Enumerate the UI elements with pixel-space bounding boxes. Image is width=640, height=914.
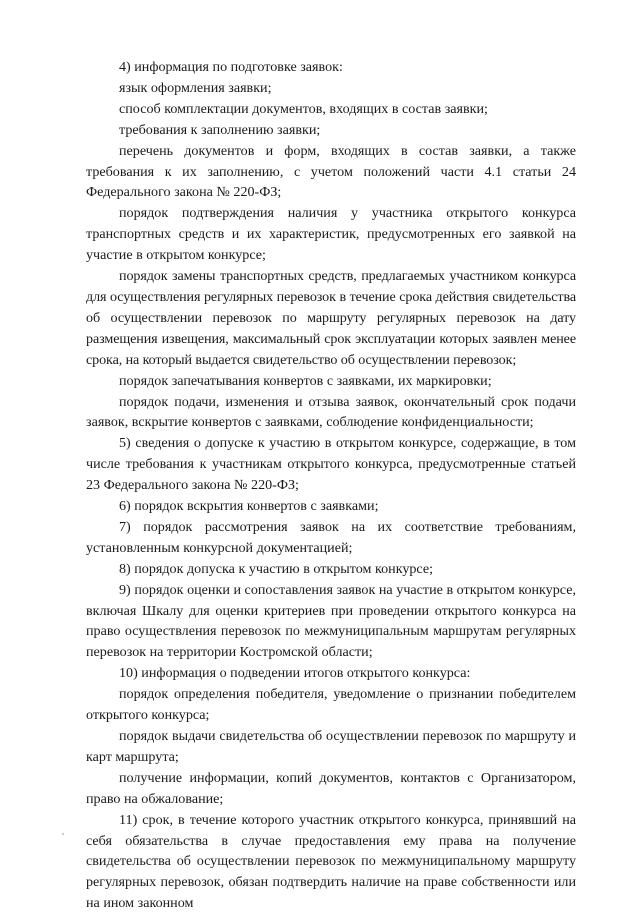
paragraph-item-7-review: 7) порядок рассмотрения заявок на их соответствие требованиям, установленным конкурсной документацией;: [86, 518, 576, 556]
paragraph-item-8-admission: 8) порядок допуска к участию в открытом конкурсе;: [119, 560, 434, 577]
paragraph-information-appeal: получение информации, копий документов, контактов с Организатором, право на обжалование;: [86, 769, 576, 807]
paragraph-item-6-opening: 6) порядок вскрытия конвертов с заявками;: [119, 498, 379, 515]
paragraph-vehicle-replacement: порядок замены транспортных средств, предлагаемых участником конкурса для осуществления регулярных перевозок в течение срока действия свидетельства об осуществлении перевозок по маршруту регулярных перевозок на дату размещения извещения, максимальный срок эксплуатации которых заявлен менее срока, на который выдается свидетельство об осуществлении перевозок;: [86, 268, 576, 368]
paragraph-item-5-admission-info: 5) сведения о допуске к участию в открытом конкурсе, содержащие, в том числе требования к участникам открытого конкурса, предусмотренные статьей 23 Федерального закона № 220-ФЗ;: [86, 435, 576, 494]
paragraph-item-11-deadline: 11) срок, в течение которого участник открытого конкурса, принявший на себя обязательства в случае предоставления ему права на получение свидетельства об осуществлении перевозок по межмуниципальному маршруту регулярных перевозок, обязан подтвердить наличие на праве собственности или на ином законном: [86, 811, 576, 912]
paragraph-submission-order: порядок подачи, изменения и отзыва заявок, окончательный срок подачи заявок, вскрытие конвертов с заявками, соблюдение конфиденциальности;: [86, 393, 576, 431]
scan-artifact: [62, 833, 64, 835]
paragraph-winner-determination: порядок определения победителя, уведомление о признании победителем открытого конкурса;: [86, 686, 576, 724]
paragraph-documents-list: перечень документов и форм, входящих в состав заявки, а также требования к их заполнению, с учетом положений части 4.1 статьи 24 Федерального закона № 220-ФЗ;: [86, 142, 576, 201]
paragraph-vehicle-confirmation: порядок подтверждения наличия у участника открытого конкурса транспортных средств и их характеристик, предусмотренных его заявкой на участие в открытом конкурсе;: [86, 205, 576, 264]
paragraph-completion-method: способ комплектации документов, входящих в состав заявки;: [119, 100, 488, 117]
paragraph-certificate-issuance: порядок выдачи свидетельства об осуществлении перевозок по маршруту и карт маршрута;: [86, 728, 576, 765]
paragraph-item-10-results: 10) информация о подведении итогов открытого конкурса:: [119, 665, 471, 682]
paragraph-item-4-heading: 4) информация по подготовке заявок:: [119, 59, 343, 75]
paragraph-envelope-sealing: порядок запечатывания конвертов с заявками, их маркировки;: [119, 372, 492, 389]
document-body: [86, 57, 576, 914]
paragraph-item-9-evaluation: 9) порядок оценки и сопоставления заявок на участие в открытом конкурсе, включая Шкалу для оценки критериев при проведении открытого конкурса на право осуществления перевозок по межмуниципальным маршрутам регулярных перевозок на территории Костромской области;: [86, 581, 576, 661]
paragraph-fill-requirements: требования к заполнению заявки;: [119, 121, 321, 138]
paragraph-language: язык оформления заявки;: [119, 79, 272, 96]
